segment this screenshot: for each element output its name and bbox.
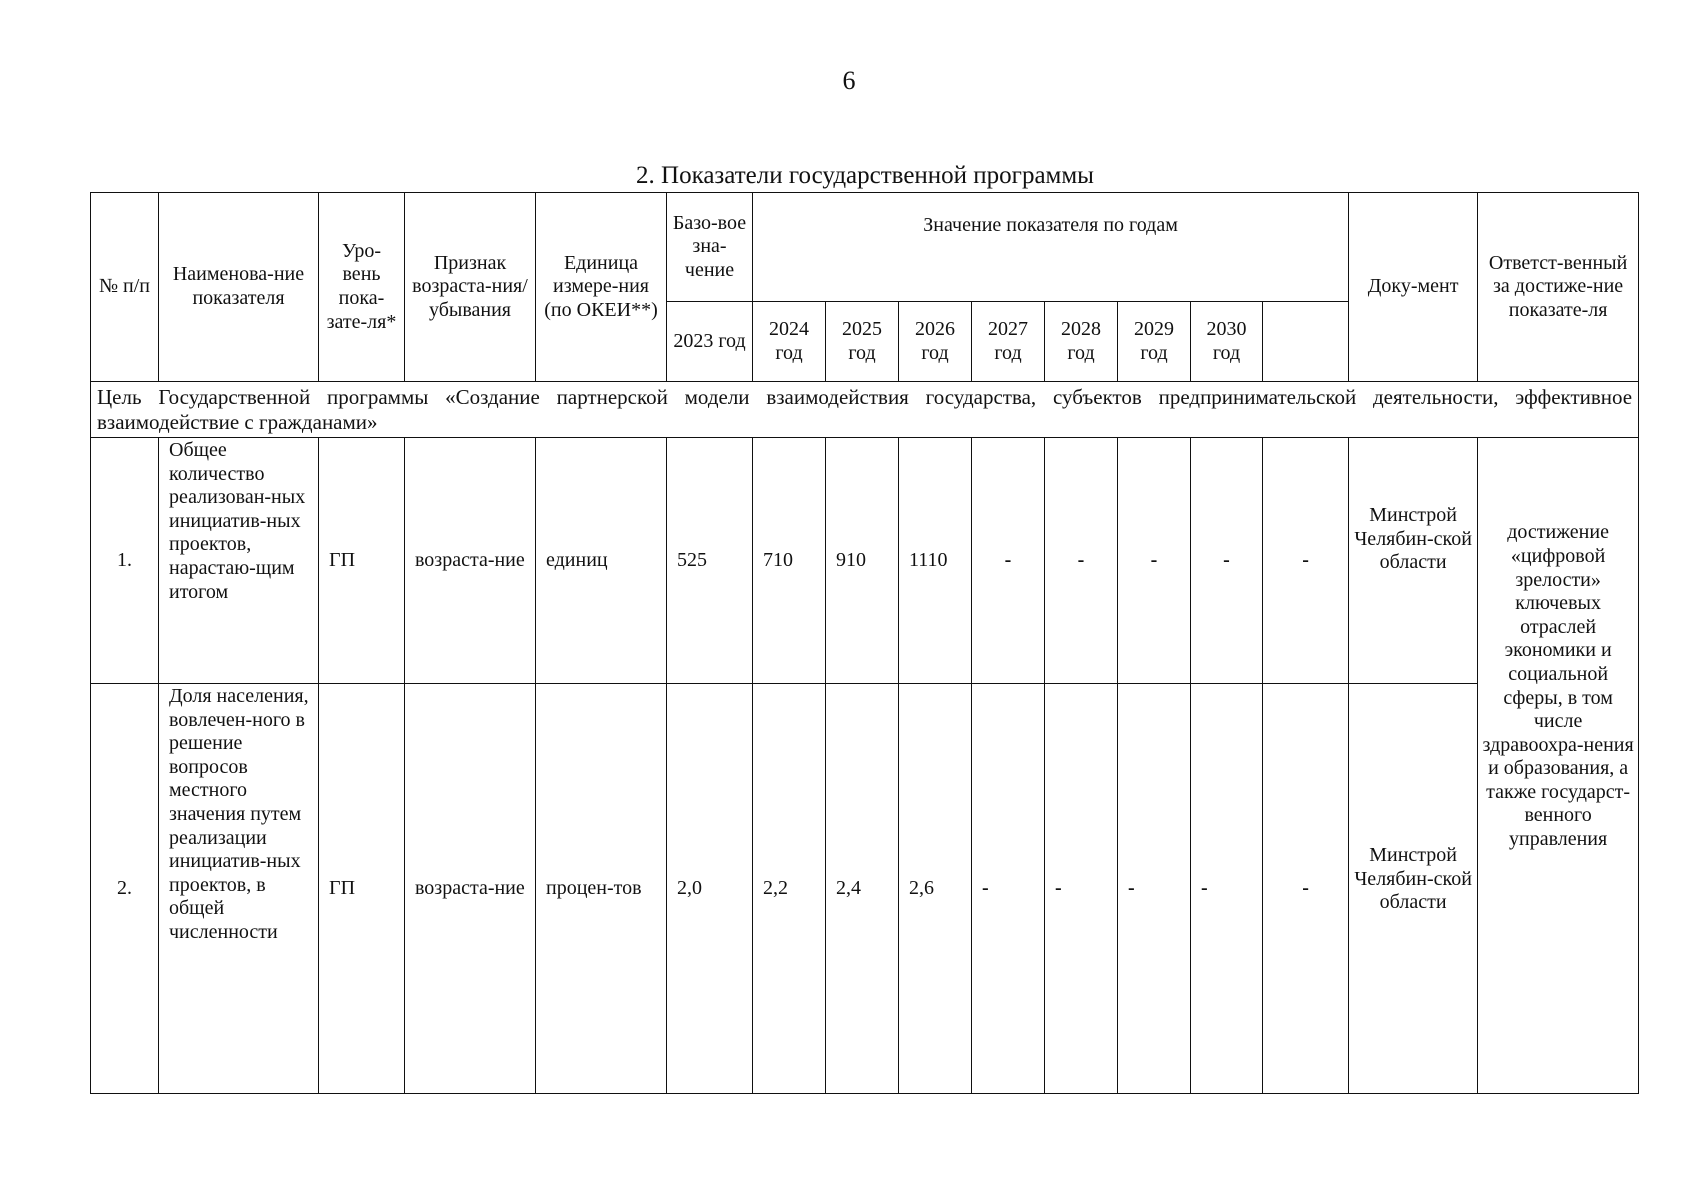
- table-row: [91, 684, 1639, 1094]
- header-responsible: Ответст-венный за достиже-ние показате-ля: [1478, 193, 1639, 382]
- indicator-value-2030: -: [1191, 438, 1263, 684]
- indicator-level: ГП: [319, 684, 405, 1094]
- indicator-value-2027: -: [972, 684, 1045, 1094]
- indicator-document: -: [1263, 684, 1349, 1094]
- indicator-value-2025: 2,4: [826, 684, 899, 1094]
- indicator-base-value: 525: [667, 438, 753, 684]
- header-document: Доку-мент: [1349, 193, 1478, 382]
- indicator-value-2025: 910: [826, 438, 899, 684]
- indicator-value-2028: -: [1045, 684, 1118, 1094]
- indicator-name: Доля населения, вовлечен-ного в решение вопросов местного значения путем реализации инициатив-ных проектов, в общей численности: [159, 684, 319, 1094]
- indicator-responsible: Минстрой Челябин-ской области: [1349, 438, 1478, 684]
- row-number: 1.: [91, 438, 159, 684]
- indicator-document: -: [1263, 438, 1349, 684]
- indicator-value-2029: -: [1118, 684, 1191, 1094]
- indicator-value-2027: -: [972, 438, 1045, 684]
- header-trend: Признак возраста-ния/ убывания: [405, 193, 536, 382]
- header-year-2024: 2024 год: [753, 302, 826, 382]
- indicator-value-2028: -: [1045, 438, 1118, 684]
- header-level: Уро-вень пока-зате-ля*: [319, 193, 405, 382]
- indicator-unit: единиц: [536, 438, 667, 684]
- indicators-table: [90, 192, 1639, 1094]
- header-base: Базо-вое зна-чение: [667, 193, 753, 302]
- indicator-value-2030: -: [1191, 684, 1263, 1094]
- indicator-value-2024: 2,2: [753, 684, 826, 1094]
- table-row: [91, 438, 1639, 684]
- indicator-unit: процен-тов: [536, 684, 667, 1094]
- header-year-2025: 2025 год: [826, 302, 899, 382]
- indicator-value-2026: 1110: [899, 438, 972, 684]
- header-year-2027: 2027 год: [972, 302, 1045, 382]
- header-values-by-year: Значение показателя по годам: [753, 193, 1349, 302]
- indicator-level: ГП: [319, 438, 405, 684]
- header-unit: Единица измере-ния (по ОКЕИ**): [536, 193, 667, 382]
- header-no: № п/п: [91, 193, 159, 382]
- indicator-trend: возраста-ние: [405, 438, 536, 684]
- header-name: Наименова-ние показателя: [159, 193, 319, 382]
- indicator-value-2029: -: [1118, 438, 1191, 684]
- header-year-2028: 2028 год: [1045, 302, 1118, 382]
- header-year-2029: 2029 год: [1118, 302, 1191, 382]
- header-base-year: 2023 год: [667, 302, 753, 382]
- indicator-value-2024: 710: [753, 438, 826, 684]
- indicator-value-2026: 2,6: [899, 684, 972, 1094]
- header-year-2030: 2030 год: [1191, 302, 1263, 382]
- header-year-2026: 2026 год: [899, 302, 972, 382]
- program-goal: Цель Государственной программы «Создание партнерской модели взаимодействия государства, субъектов предпринимательской деятельности, эффективное взаимодействие с гражданами»: [91, 382, 1639, 438]
- indicator-responsible: Минстрой Челябин-ской области: [1349, 684, 1478, 1094]
- section-title: 2. Показатели государственной программы: [636, 162, 1094, 189]
- page-number: 6: [842, 66, 856, 95]
- indicator-trend: возраста-ние: [405, 684, 536, 1094]
- indicator-name: Общее количество реализован-ных инициатив-ных проектов, нарастаю-щим итогом: [159, 438, 319, 684]
- indicator-base-value: 2,0: [667, 684, 753, 1094]
- row-number: 2.: [91, 684, 159, 1094]
- national-goals-link: достижение «цифровой зрелости» ключевых отраслей экономики и социальной сферы, в том числе здравоохра-нения и образования, а также государст-венного управления: [1478, 438, 1639, 1094]
